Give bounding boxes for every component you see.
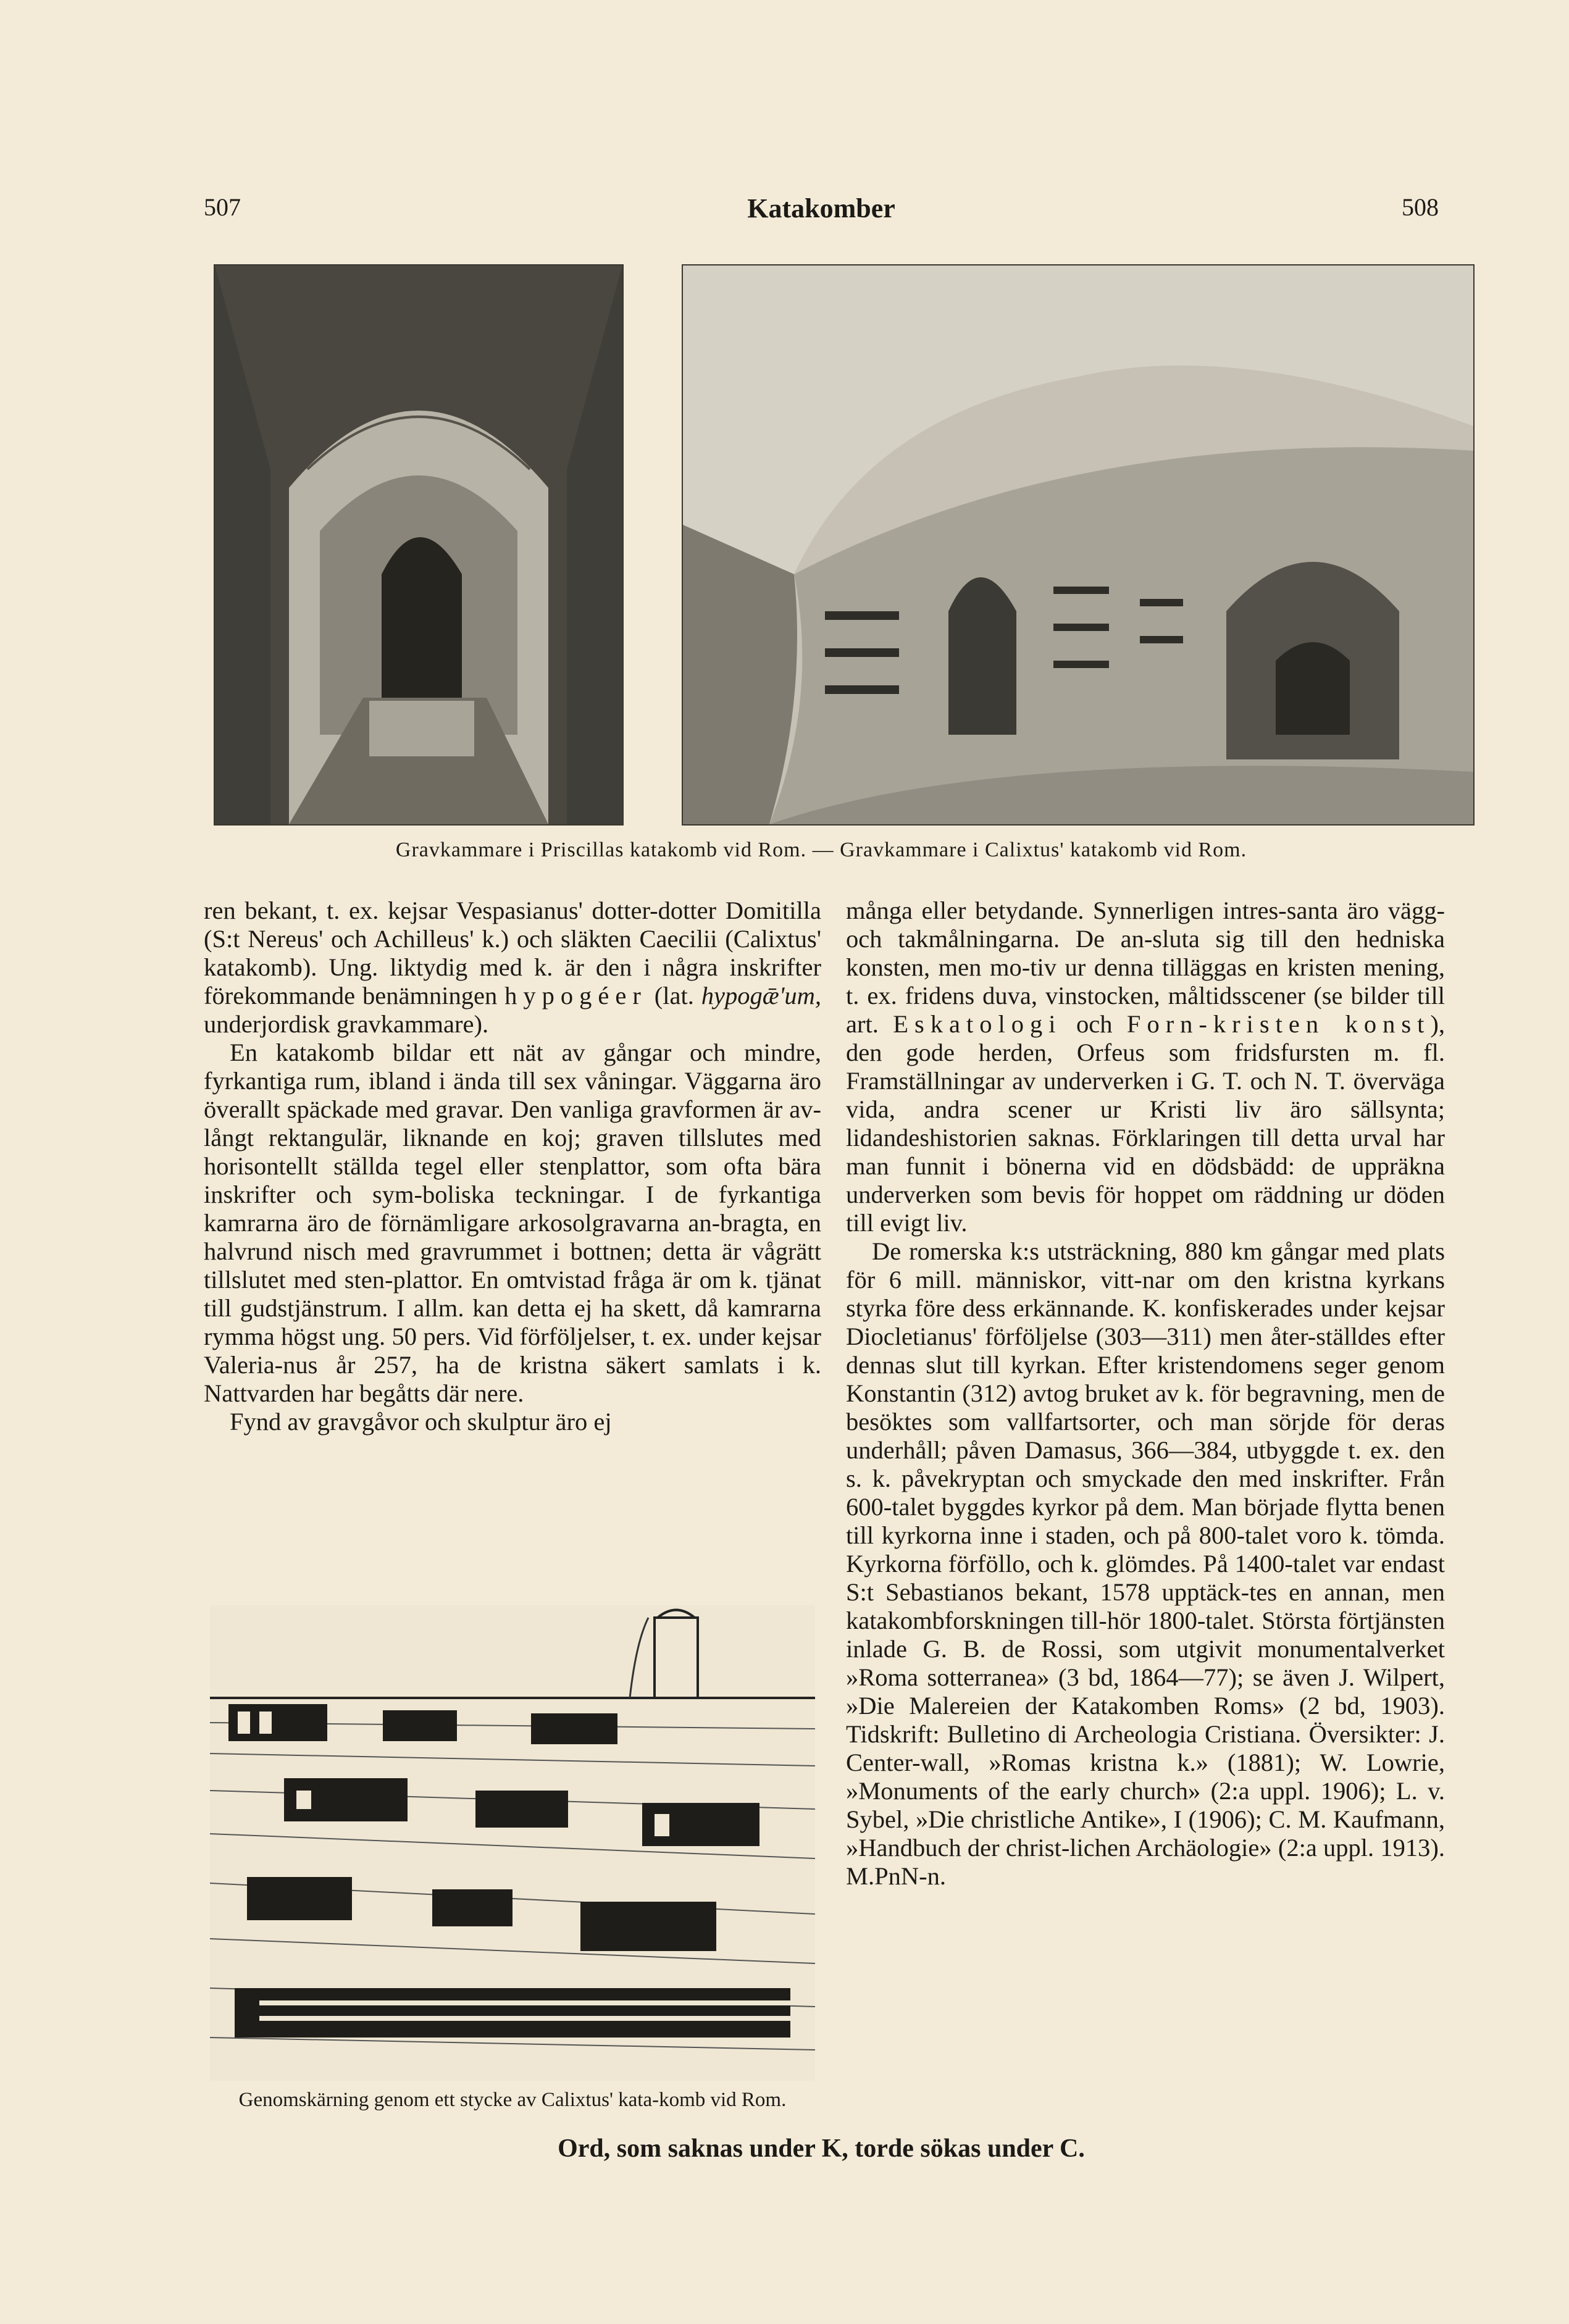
italic-term: hypogǣ'um, — [701, 982, 822, 1009]
page-number-left: 507 — [204, 193, 241, 221]
paragraph — [204, 897, 821, 1039]
paragraph: En katakomb bildar ett nät av gångar och mindre, fyrkantiga rum, ibland i ända till sex våningar. Väggarna äro överallt späckade med gravar. Den vanliga gravformen är av-långt rektangulär, liknande en koj; graven tillslutes med horisontellt ställda tegel eller stenplattor, som ofta bära inskrifter och sym-boliska teckningar. I de fyrkantiga kamrarna äro de förnämligare arkosolgravarna an-bragta, en halvrund nisch med gravrummet i bottnen; detta är vågrätt tillslutet med sten-plattor. En omtvistad fråga är om k. tjänat till gudstjänstrum. I allm. kan detta ej ha skett, då kamrarna rymma högst ung. 50 pers. Vid förföljelser, t. ex. under kejsar Valeria-nus år 257, ha de kristna säkert samlats i k. Nattvarden har begåtts där nere. — [204, 1039, 821, 1407]
page-number-right: 508 — [1402, 193, 1439, 221]
text-run: och — [1076, 1010, 1113, 1038]
spaced-term: hypogéer — [504, 982, 647, 1009]
photo-caption: Gravkammare i Priscillas katakomb vid Rom. — Gravkammare i Calixtus' katakomb vid Rom. — [395, 838, 1247, 861]
text-run: ), den gode herden, Orfeus som fridsfursten m. fl. Framställningar av underverken i G. T. och N. T. överväga vida, andra scener ur Kristi liv äro sällsynta; lidandeshistorien saknas. Förklaringen till detta urval har man funnit i bönerna vid en dödsbädd: de uppräkna underverken som bevis för hoppet om räddning ur döden till evigt liv. — [846, 1010, 1445, 1237]
photo-priscilla-chamber — [214, 264, 624, 826]
text-run: underjordisk gravkammare). — [204, 1010, 489, 1038]
catacomb-cross-section-engraving — [210, 1605, 815, 2081]
paragraph: De romerska k:s utsträckning, 880 km gångar med plats för 6 mill. människor, vitt-nar om den kristna kyrkans styrka före dess erkännande. K. konfiskerades under kejsar Diocletianus' förföljelse (303—311) men åter-ställdes efter dennas slut till kyrkan. Efter kristendomens seger genom Konstantin (312) avtog bruket av k. för begravning, men de besöktes som vallfartsorter, och man sörjde för deras underhåll; påven Damasus, 366—384, utbyggde t. ex. den s. k. påvekryptan och smyckade den med inskrifter. Från 600-talet byggdes kyrkor på dem. Man började flytta benen till kyrkorna inne i staden, och på 800-talet voro k. tömda. Kyrkorna förföllo, och k. glömdes. På 1400-talet var endast S:t Sebastianos bekant, 1578 upptäck-tes en annan, men katakombforskningen till-hör 1800-talet. Största förtjänsten inlade G. B. de Rossi, som utgivit monumentalverket »Roma sotterranea» (3 bd, 1864—77); se även J. Wilpert, »Die Malereien der Katakomben Roms» (2 bd, 1903). Tidskrift: Bulletino di Archeologia Cristiana. Översikter: J. Center-wall, »Romas kristna k.» (1881); W. Lowrie, »Monuments of the early church» (2:a uppl. 1906); L. v. Sybel, »Die christliche Antike», I (1906); C. M. Kaufmann, »Handbuch der christ-lichen Archäologie» (2:a uppl. 1913). M.PnN-n. — [846, 1237, 1445, 1890]
paragraph — [846, 897, 1445, 1237]
photo-calixtus-chamber — [682, 264, 1475, 826]
section-caption: Genomskärning genom ett stycke av Calixtus' kata-komb vid Rom. — [238, 2089, 787, 2111]
spaced-term: Eskatologi — [893, 1010, 1062, 1038]
text-run: (lat. — [654, 982, 694, 1009]
right-column — [846, 897, 1445, 1891]
footer-note: Ord, som saknas under K, torde sökas under C. — [558, 2134, 1085, 2163]
text-run: många eller betydande. Synnerligen intres-santa äro vägg- och takmålningarna. De an-sluta sig till den hedniska konsten, men mo-tiv ur denna tilläggas en kristen mening, t. ex. fridens duva, vinstocken, måltidsscener (se bilder till art. — [846, 897, 1445, 1038]
spaced-term: Forn-kristen konst — [1126, 1010, 1431, 1038]
text-run: ren bekant, t. ex. kejsar Vespasianus' dotter-dotter Domitilla (S:t Nereus' och Achilleus' k.) och släkten Caecilii (Calixtus' katakomb). Ung. liktydig med k. är den i några inskrifter förekommande benämningen — [204, 897, 821, 1009]
article-title: Katakomber — [747, 193, 895, 224]
running-header — [204, 193, 1439, 230]
left-column — [204, 897, 821, 1436]
paragraph: Fynd av gravgåvor och skulptur äro ej — [230, 1408, 612, 1436]
